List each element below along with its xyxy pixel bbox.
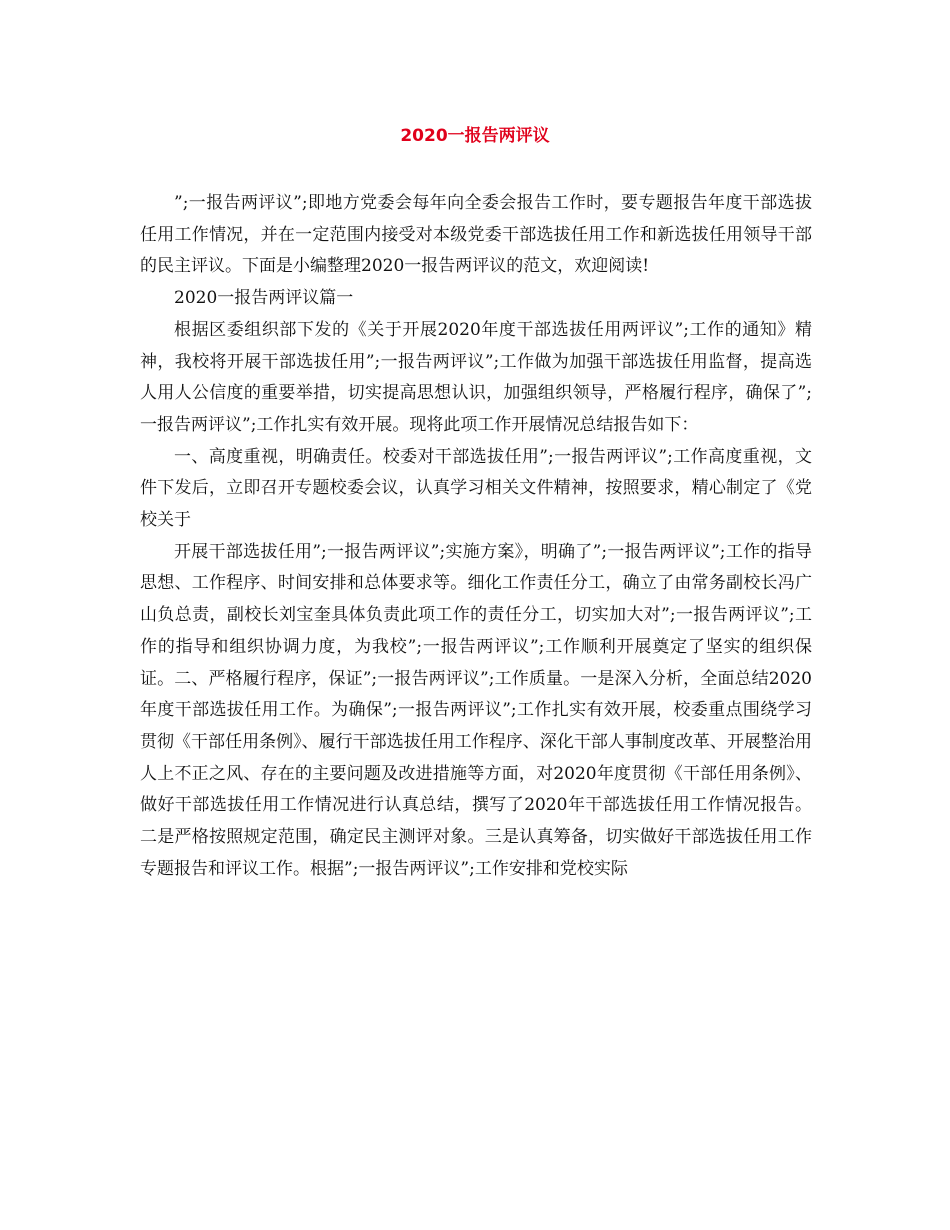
section-heading: 2020一报告两评议篇一 [174, 288, 354, 309]
document-body [140, 188, 812, 885]
document-title: 2020一报告两评议 [400, 126, 550, 146]
body-paragraph: 开展干部选拔任用”;一报告两评议”;实施方案》，明确了”;一报告两评议”;工作的指导思想、工作程序、时间安排和总体要求等。细化工作责任分工，确立了由常务副校长冯广山负总责，副校长刘宝奎具体负责此项工作的责任分工，切实加大对”;一报告两评议”;工作的指导和组织协调力度，为我校”;一报告两评议”;工作顺利开展奠定了坚实的组织保证。二、严格履行程序，保证”;一报告两评议”;工作质量。一是深入分析，全面总结2020年度干部选拔任用工作。为确保”;一报告两评议”;工作扎实有效开展，校委重点围绕学习贯彻《干部任用条例》、履行干部选拔任用工作程序、深化干部人事制度改革、开展整治用人上不正之风、存在的主要问题及改进措施等方面，对2020年度贯彻《干部任用条例》、做好干部选拔任用工作情况进行认真总结，撰写了2020年干部选拔任用工作情况报告。二是严格按照规定范围，确定民主测评对象。三是认真筹备，切实做好干部选拔任用工作专题报告和评议工作。根据”;一报告两评议”;工作安排和党校实际 [140, 541, 812, 879]
body-paragraph: 一、高度重视，明确责任。校委对干部选拔任用”;一报告两评议”;工作高度重视，文件下发后，立即召开专题校委会议，认真学习相关文件精神，按照要求，精心制定了《党校关于 [140, 446, 812, 531]
intro-paragraph: ”;一报告两评议”;即地方党委会每年向全委会报告工作时，要专题报告年度干部选拔任用工作情况，并在一定范围内接受对本级党委干部选拔任用工作和新选拔任用领导干部的民主评议。下面是小编整理2020一报告两评议的范文，欢迎阅读! [140, 193, 812, 277]
body-paragraph: 根据区委组织部下发的《关于开展2020年度干部选拔任用两评议”;工作的通知》精神，我校将开展干部选拔任用”;一报告两评议”;工作做为加强干部选拔任用监督，提高选人用人公信度的重要举措，切实提高思想认识，加强组织领导，严格履行程序，确保了”;一报告两评议”;工作扎实有效开展。现将此项工作开展情况总结报告如下： [140, 319, 812, 435]
